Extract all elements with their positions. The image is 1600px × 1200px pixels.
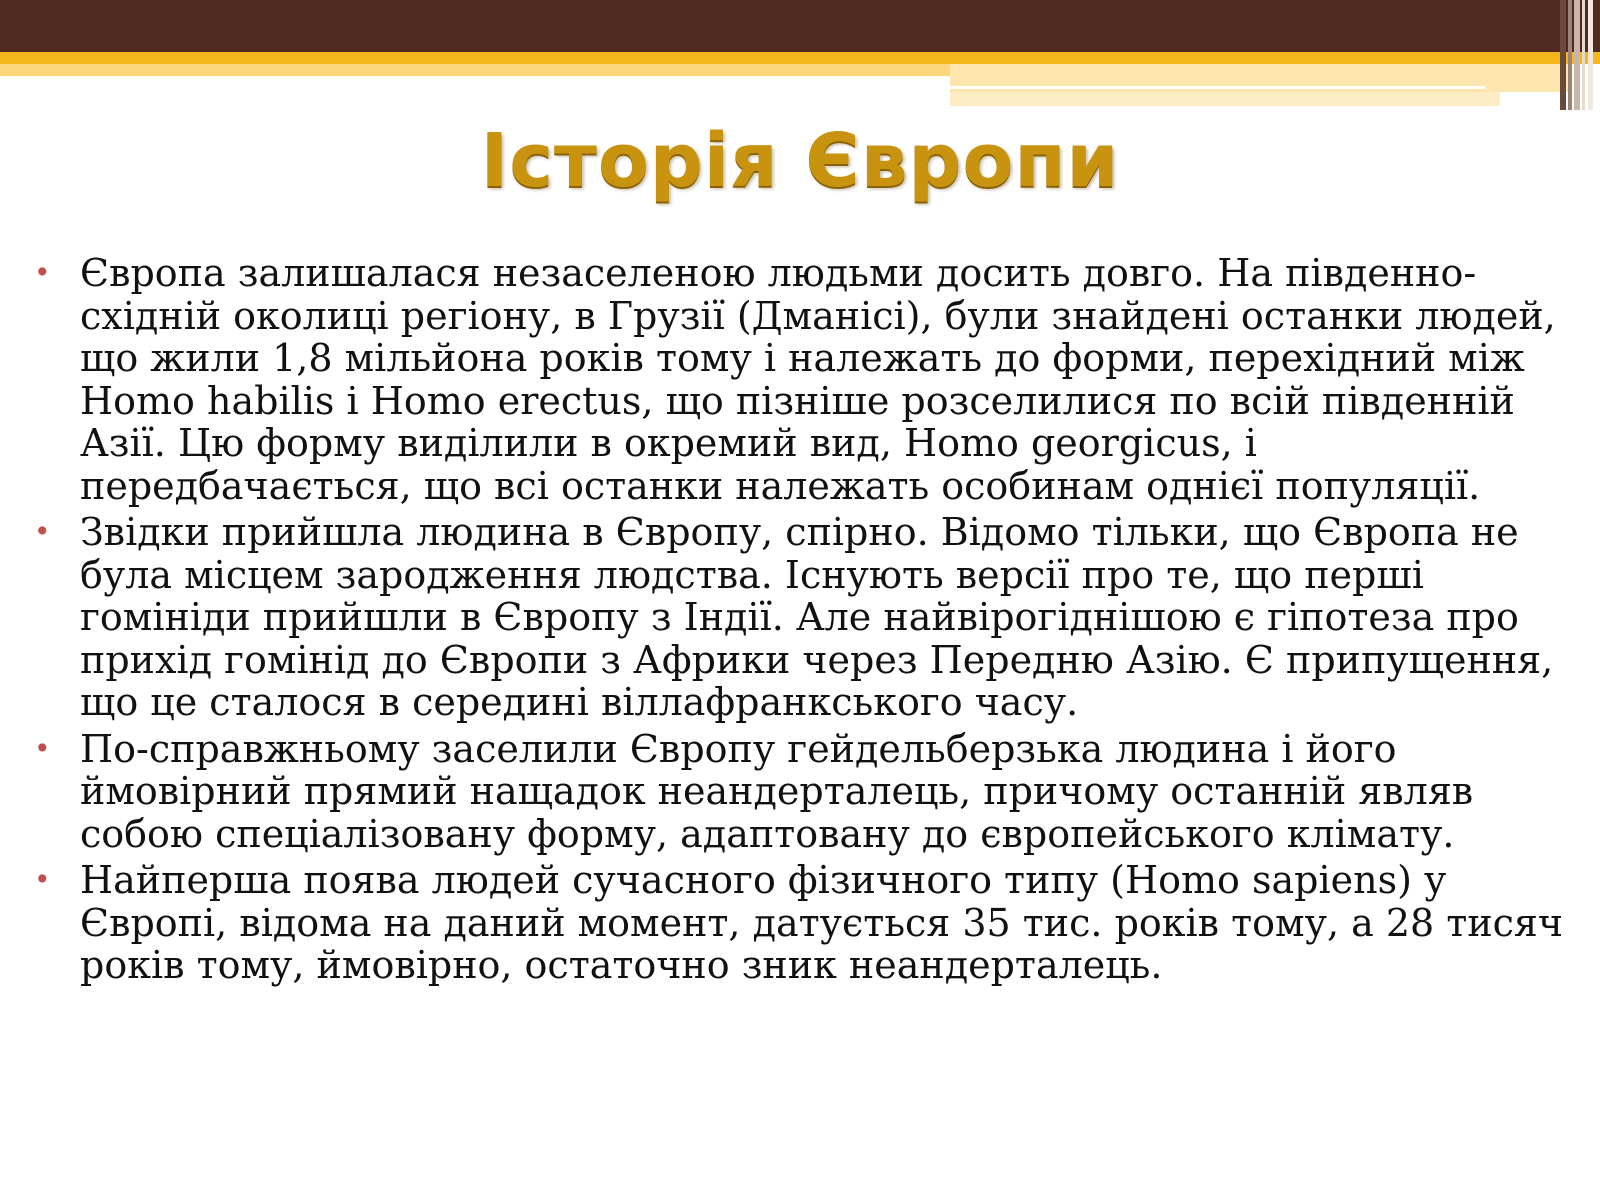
- bullet-text: Найперша поява людей сучасного фізичного типу (Homo sapiens) у Європі, відома на даний момент, датується 35 тис. років тому, а 28 тисяч років тому, ймовірно, остаточно зник неандерталець.: [80, 858, 1564, 987]
- bullet-list: [28, 252, 1573, 991]
- header-gold-accent-lower: [950, 92, 1500, 106]
- bullet-text: По-справжньому заселили Європу гейдельберзька людина і його ймовірний прямий нащадок неандерталець, причому останній являв собою спеціалізовану форму, адаптовану до європейського клімату.: [80, 726, 1474, 856]
- bullet-item: [28, 252, 1573, 507]
- bullet-dot-icon: •: [34, 515, 51, 548]
- header-corner-stripes: [1560, 0, 1600, 110]
- bullet-item: [28, 859, 1573, 987]
- bullet-text: Європа залишалася незаселеною людьми досить довго. На південно-східній околиці регіону, в Грузії (Дманісі), були знайдені останки людей, що жили 1,8 мільйона років тому і належать до форми, перехідний між Homo habilis і Homo erectus, що пізніше розселилися по всій південній Азії. Цю форму виділили в окремий вид, Homo georgicus, і передбачається, що всі останки належать особинам однієї популяції.: [80, 251, 1556, 508]
- header-bar: [0, 0, 1600, 52]
- header-gold-stripe: [0, 64, 950, 76]
- header-divider-line: [950, 86, 1485, 89]
- bullet-item: [28, 511, 1573, 724]
- bullet-dot-icon: •: [34, 256, 51, 289]
- slide-title: Історія Європи: [480, 118, 1120, 204]
- bullet-dot-icon: •: [34, 863, 51, 896]
- bullet-text: Звідки прийшла людина в Європу, спірно. Відомо тільки, що Європа не була місцем зародження людства. Існують версії про те, що перші гомініди прийшли в Європу з Індії. Але найвірогіднішою є гіпотеза про прихід гомінід до Європи з Африки через Передню Азію. Є припущення, що це сталося в середині віллафранкського часу.: [80, 510, 1554, 724]
- bullet-item: [28, 728, 1573, 856]
- bullet-dot-icon: •: [34, 731, 51, 765]
- header-gold-band: [0, 52, 1600, 64]
